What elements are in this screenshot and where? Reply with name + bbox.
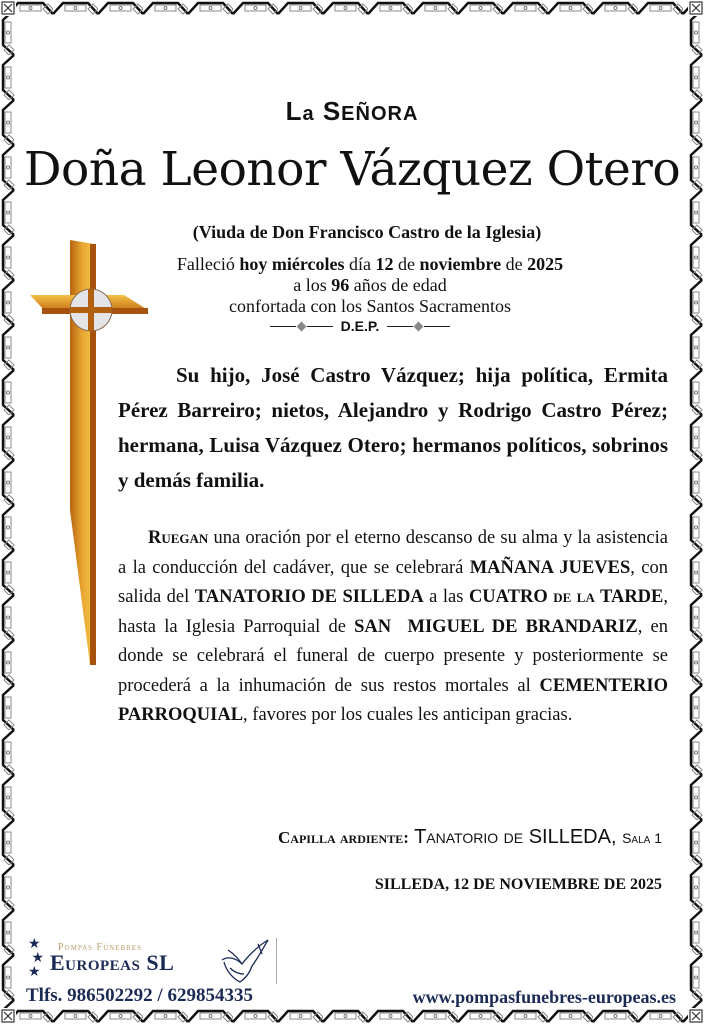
- chapel-value: Tanatorio de SILLEDA, Sala 1: [408, 826, 662, 848]
- deceased-name: Doña Leonor Vázquez Otero: [23, 142, 681, 197]
- divider-ornament-left: [270, 323, 333, 330]
- death-date-line: Falleció hoy miércoles día 12 de noviembre de 2025: [176, 254, 564, 274]
- divider-ornament-right: [387, 323, 450, 330]
- dove-icon: [218, 938, 270, 984]
- dep-label: D.E.P.: [340, 318, 380, 334]
- company-logo: [28, 938, 278, 986]
- widow-of: (Viuda de Don Francisco Castro de la Iglesia): [192, 222, 542, 242]
- title-prefix: La SEÑORA: [285, 96, 419, 126]
- sacraments-line: confortada con los Santos Sacramentos: [229, 296, 511, 316]
- logo-subtitle: Pompas Fúnebres: [58, 942, 142, 953]
- logo-title: Europeas SL: [50, 950, 175, 975]
- place-date: SILLEDA, 12 DE NOVIEMBRE DE 2025: [374, 876, 662, 893]
- age-line: a los 96 años de edad: [293, 275, 447, 295]
- ruegan-paragraph: Ruegan una oración por el eterno descanso de su alma y la asistencia a la conducción del cadáver, que se celebrará MAÑANA JUEVES, con salida del TANATORIO DE SILLEDA a las CUATRO de la TARDE, hasta la Iglesia Parroquial de SAN MIGUEL DE BRANDARIZ, en donde se celebrará el funeral de cuerpo presente y posteriormente se procederá a la inhumación de sus restos mortales al CEMENTERIO PARROQUIAL, favores por los cuales les anticipan gracias.: [118, 528, 669, 725]
- family-paragraph: Su hijo, José Castro Vázquez; hija política, Ermita Pérez Barreiro; nietos, Alejandro y Rodrigo Castro Pérez; hermana, Luisa Vázquez Otero; hermanos políticos, sobrinos y demás familia.: [118, 363, 668, 492]
- chapel-label: Capilla ardiente:: [278, 828, 409, 847]
- phone-numbers: Tlfs. 986502292 / 629854335: [26, 985, 253, 1006]
- stars-icon: ★ ★ ★: [28, 937, 45, 980]
- website-link[interactable]: www.pompasfunebres-europeas.es: [412, 987, 676, 1007]
- logo-divider: [276, 938, 277, 984]
- chapel-info: [100, 826, 662, 849]
- death-info: [110, 254, 630, 317]
- dep-divider: [200, 318, 520, 334]
